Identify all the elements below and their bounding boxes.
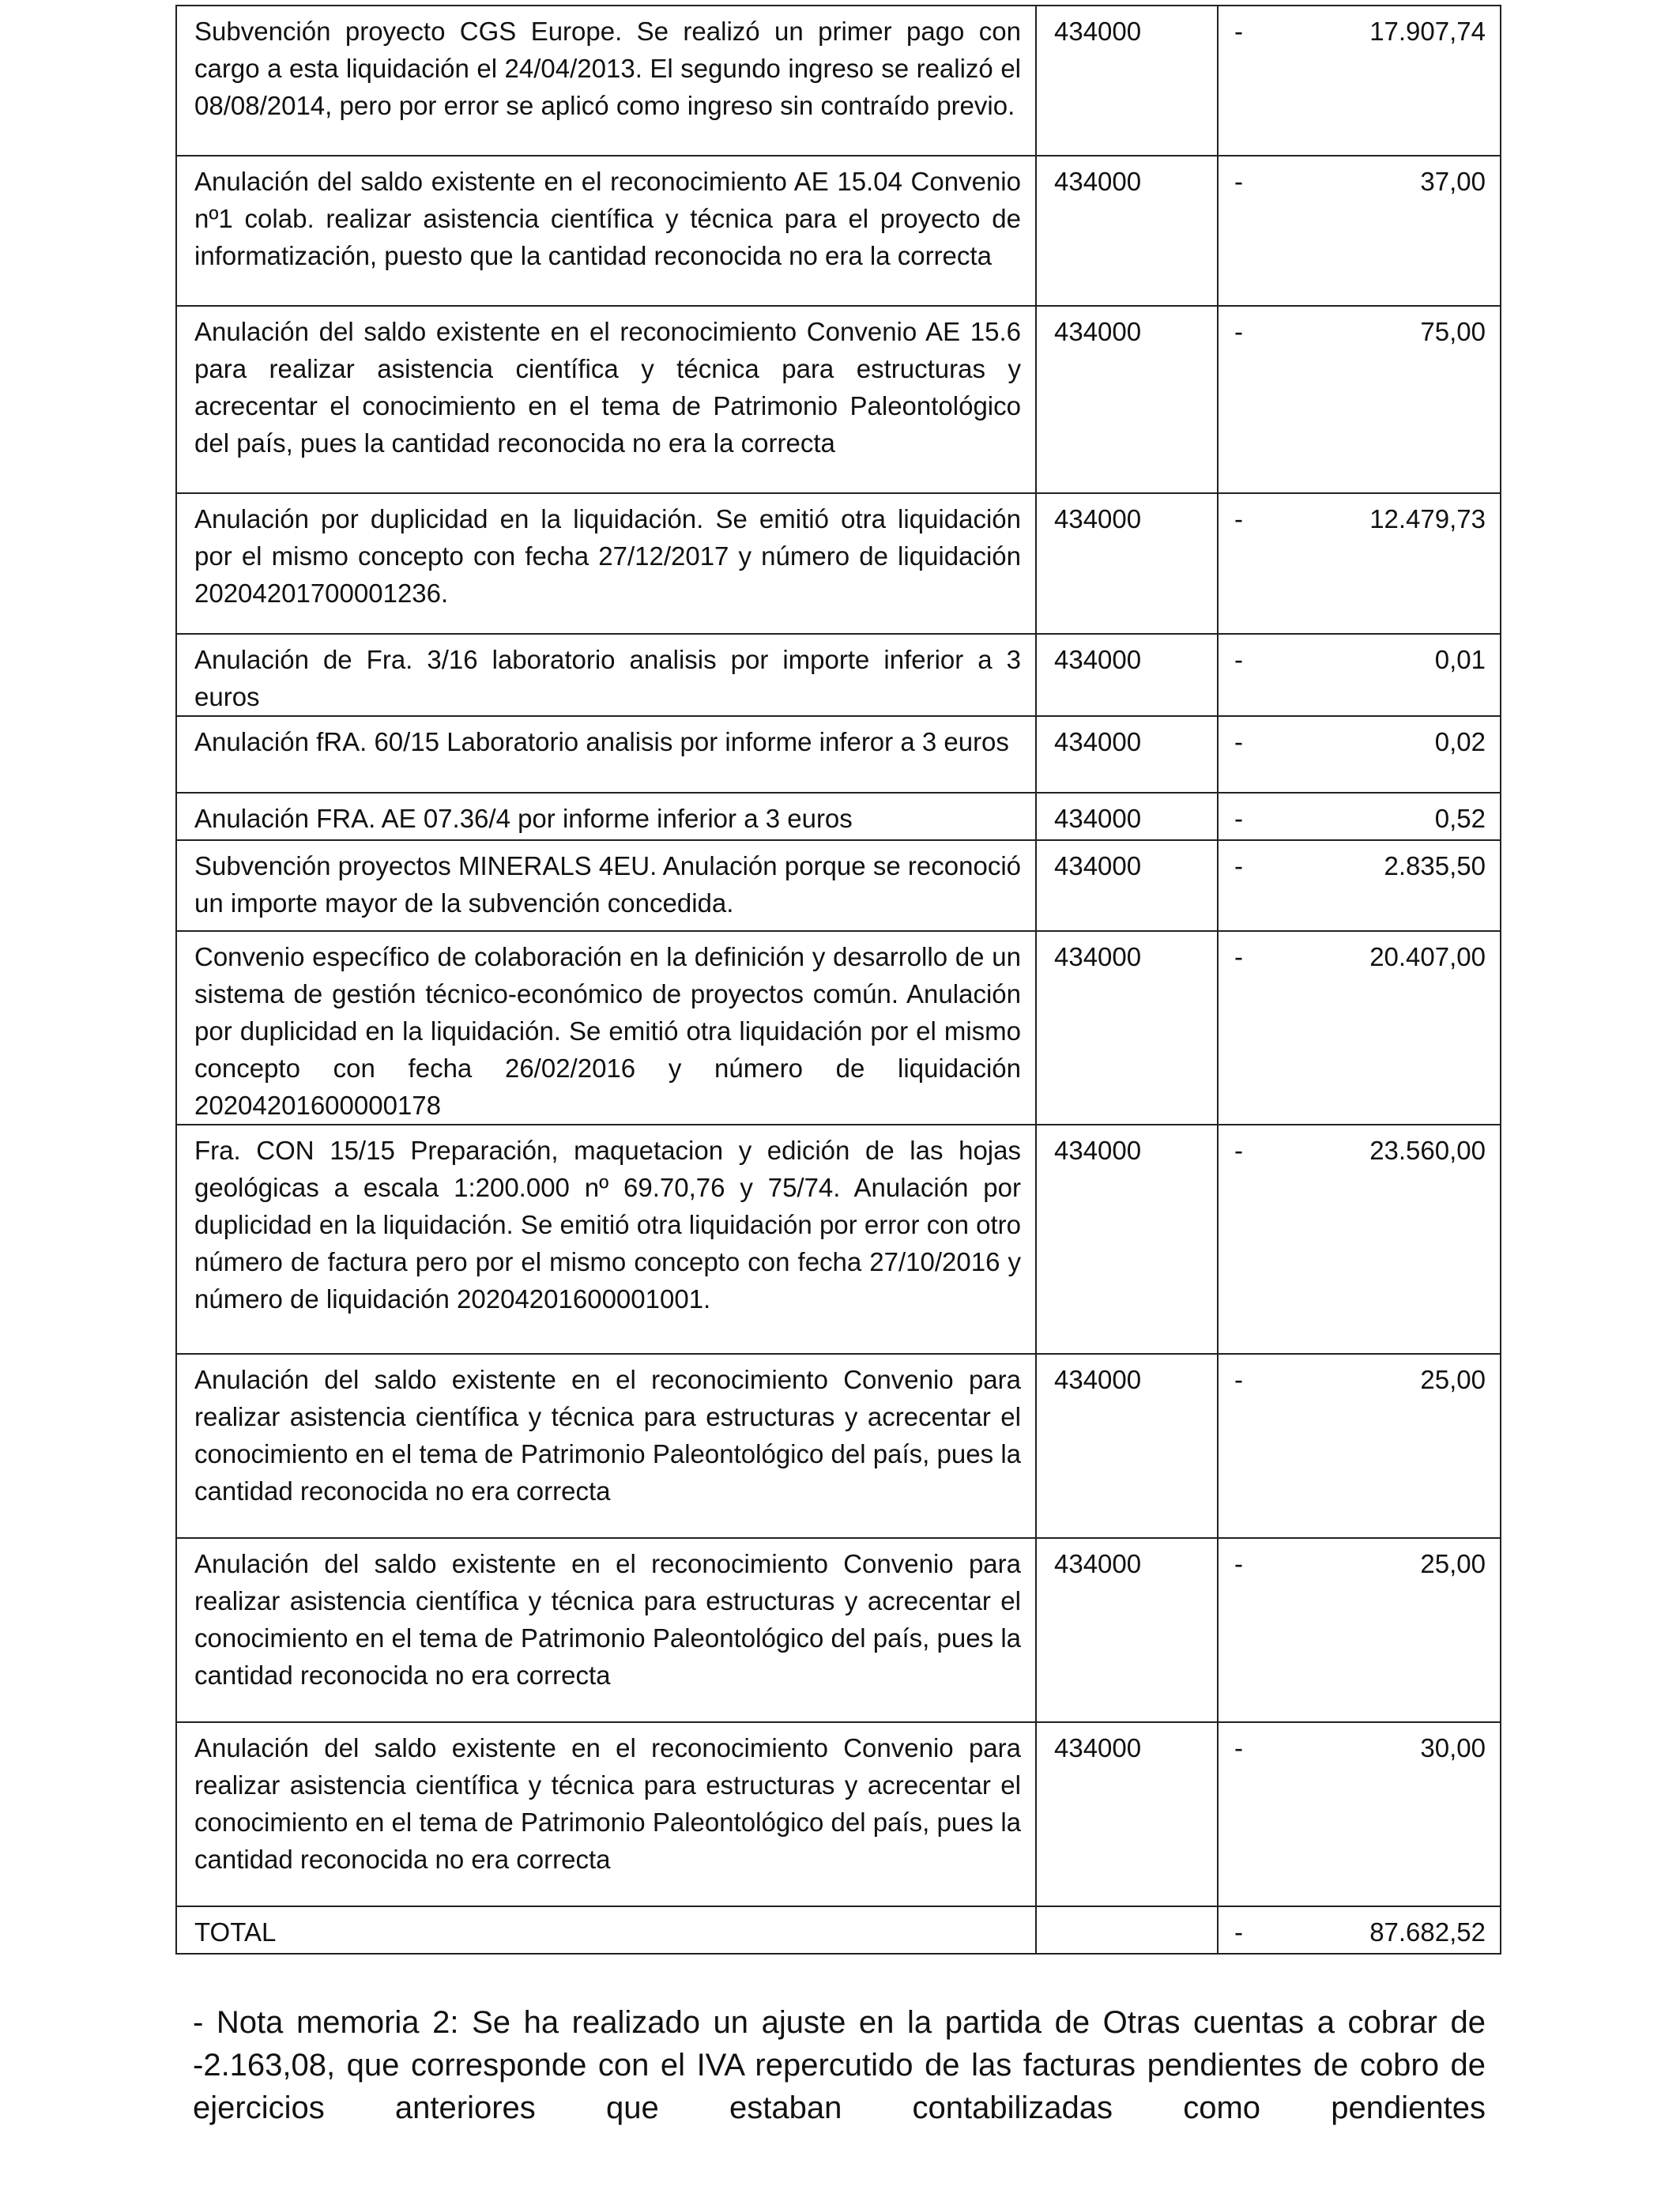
row-account: 434000 [1036, 1354, 1218, 1538]
row-amount: 20.407,00 [1369, 942, 1486, 971]
row-sign: - [1234, 727, 1243, 756]
table-row [176, 1125, 1501, 1354]
row-account: 434000 [1036, 793, 1218, 840]
table-row [176, 6, 1501, 156]
row-amount: 23.560,00 [1369, 1136, 1486, 1165]
row-description: Convenio específico de colaboración en la definición y desarrollo de un sistema de gestión técnico-económico de proyectos común. Anulación por duplicidad en la liquidación. Se emitió otra liquidación por el mismo concepto con fecha 26/02/2016 y número de liquidación 20204201600000178 [176, 931, 1036, 1125]
row-amount-cell [1218, 1354, 1501, 1538]
row-amount-cell [1218, 1538, 1501, 1722]
row-amount-cell [1218, 156, 1501, 306]
row-amount: 2.835,50 [1384, 851, 1486, 880]
row-description: Anulación del saldo existente en el reconocimiento AE 15.04 Convenio nº1 colab. realizar asistencia científica y técnica para el proyecto de informatización, puesto que la cantidad reconocida no era la correcta [176, 156, 1036, 306]
row-account: 434000 [1036, 1125, 1218, 1354]
adjustments-table [175, 5, 1501, 1955]
row-amount-cell [1218, 931, 1501, 1125]
table-row [176, 156, 1501, 306]
row-description: Anulación FRA. AE 07.36/4 por informe inferior a 3 euros [176, 793, 1036, 840]
row-sign: - [1234, 167, 1243, 196]
table-row [176, 1538, 1501, 1722]
row-amount-cell [1218, 1125, 1501, 1354]
total-account [1036, 1906, 1218, 1954]
table-row [176, 793, 1501, 840]
row-amount-cell [1218, 634, 1501, 716]
total-row [176, 1906, 1501, 1954]
total-amount-cell [1218, 1906, 1501, 1954]
row-sign: - [1234, 1365, 1243, 1394]
row-description: Subvención proyecto CGS Europe. Se realizó un primer pago con cargo a esta liquidación el 24/04/2013. El segundo ingreso se realizó el 08/08/2014, pero por error se aplicó como ingreso sin contraído previo. [176, 6, 1036, 156]
table-row [176, 716, 1501, 793]
total-amount: 87.682,52 [1369, 1917, 1486, 1947]
row-amount: 25,00 [1420, 1365, 1486, 1394]
row-account: 434000 [1036, 931, 1218, 1125]
row-amount: 0,01 [1434, 645, 1486, 674]
row-amount: 12.479,73 [1369, 504, 1486, 533]
row-account: 434000 [1036, 156, 1218, 306]
row-amount-cell [1218, 493, 1501, 634]
row-account: 434000 [1036, 6, 1218, 156]
row-account: 434000 [1036, 634, 1218, 716]
row-amount-cell [1218, 6, 1501, 156]
row-sign: - [1234, 1136, 1243, 1165]
row-description: Anulación del saldo existente en el reconocimiento Convenio para realizar asistencia científica y técnica para estructuras y acrecentar el conocimiento en el tema de Patrimonio Paleontológico del país, pues la cantidad reconocida no era correcta [176, 1538, 1036, 1722]
row-description: Anulación del saldo existente en el reconocimiento Convenio para realizar asistencia científica y técnica para estructuras y acrecentar el conocimiento en el tema de Patrimonio Paleontológico del país, pues la cantidad reconocida no era correcta [176, 1722, 1036, 1906]
adjustments-table-body [176, 6, 1501, 1954]
row-amount: 30,00 [1420, 1733, 1486, 1762]
row-amount-cell [1218, 1722, 1501, 1906]
row-description: Anulación del saldo existente en el reconocimiento Convenio AE 15.6 para realizar asistencia científica y técnica para estructuras y acrecentar el conocimiento en el tema de Patrimonio Paleontológico del país, pues la cantidad reconocida no era la correcta [176, 306, 1036, 493]
table-row [176, 493, 1501, 634]
row-sign: - [1234, 317, 1243, 346]
row-sign: - [1234, 851, 1243, 880]
row-amount: 25,00 [1420, 1549, 1486, 1578]
row-amount-cell [1218, 306, 1501, 493]
row-account: 434000 [1036, 493, 1218, 634]
row-sign: - [1234, 1549, 1243, 1578]
row-amount: 0,52 [1434, 804, 1486, 833]
table-row [176, 634, 1501, 716]
row-sign: - [1234, 1733, 1243, 1762]
row-sign: - [1234, 645, 1243, 674]
table-row [176, 1722, 1501, 1906]
row-amount-cell [1218, 840, 1501, 931]
row-description: Subvención proyectos MINERALS 4EU. Anulación porque se reconoció un importe mayor de la subvención concedida. [176, 840, 1036, 931]
row-amount: 75,00 [1420, 317, 1486, 346]
row-description: Fra. CON 15/15 Preparación, maquetacion y edición de las hojas geológicas a escala 1:200.000 nº 69.70,76 y 75/74. Anulación por duplicidad en la liquidación. Se emitió otra liquidación por error con otro número de factura pero por el mismo concepto con fecha 27/10/2016 y número de liquidación 20204201600001001. [176, 1125, 1036, 1354]
row-amount: 0,02 [1434, 727, 1486, 756]
table-row [176, 931, 1501, 1125]
total-sign: - [1234, 1917, 1243, 1947]
table-row [176, 306, 1501, 493]
row-account: 434000 [1036, 840, 1218, 931]
memo-note-2: - Nota memoria 2: Se ha realizado un ajuste en la partida de Otras cuentas a cobrar de -2.163,08, que corresponde con el IVA repercutido de las facturas pendientes de cobro de ejercicios anteriores que estaban contabilizadas como pendientes [193, 2005, 1486, 2125]
row-description: Anulación por duplicidad en la liquidación. Se emitió otra liquidación por el mismo concepto con fecha 27/12/2017 y número de liquidación 20204201700001236. [176, 493, 1036, 634]
row-sign: - [1234, 504, 1243, 533]
table-row [176, 840, 1501, 931]
row-amount-cell [1218, 793, 1501, 840]
total-label: TOTAL [176, 1906, 1036, 1954]
row-description: Anulación fRA. 60/15 Laboratorio analisis por informe inferor a 3 euros [176, 716, 1036, 793]
row-account: 434000 [1036, 1722, 1218, 1906]
row-account: 434000 [1036, 716, 1218, 793]
row-amount-cell [1218, 716, 1501, 793]
row-account: 434000 [1036, 1538, 1218, 1722]
row-sign: - [1234, 804, 1243, 833]
row-sign: - [1234, 942, 1243, 971]
row-amount: 17.907,74 [1369, 17, 1486, 46]
row-account: 434000 [1036, 306, 1218, 493]
table-row [176, 1354, 1501, 1538]
row-sign: - [1234, 17, 1243, 46]
row-description: Anulación del saldo existente en el reconocimiento Convenio para realizar asistencia científica y técnica para estructuras y acrecentar el conocimiento en el tema de Patrimonio Paleontológico del país, pues la cantidad reconocida no era correcta [176, 1354, 1036, 1538]
row-amount: 37,00 [1420, 167, 1486, 196]
row-description: Anulación de Fra. 3/16 laboratorio analisis por importe inferior a 3 euros [176, 634, 1036, 716]
